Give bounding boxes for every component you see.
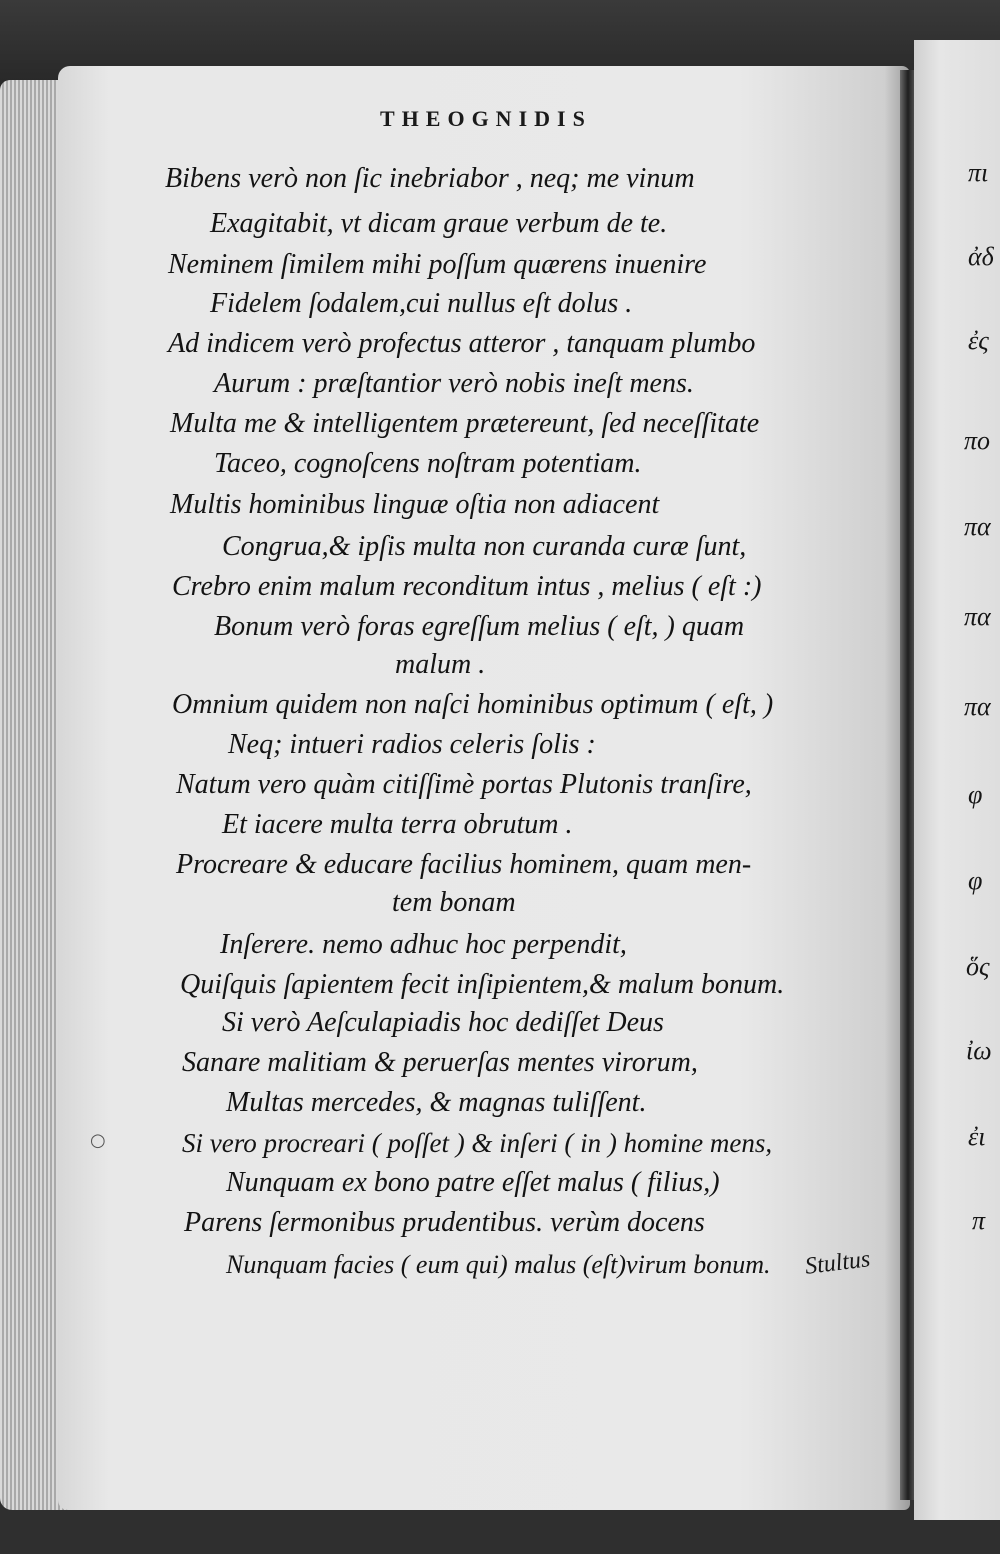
facing-fragment: φ (968, 780, 983, 809)
text-line: Si vero procreari ( poſſet ) & inſeri ( in ) homine mens, (182, 1128, 773, 1158)
text-line: Procreare & educare facilius hominem, quam men- (176, 849, 752, 880)
text-line: Omnium quidem non naſci hominibus optimum ( eſt, ) (172, 689, 774, 720)
text-line: Bibens verò non ſic inebriabor , neq; me vinum (165, 163, 695, 194)
running-header: THEOGNIDIS (380, 106, 592, 131)
facing-fragment: πα (964, 512, 991, 541)
text-line: Congrua,& ipſis multa non curanda curæ ſunt, (222, 531, 747, 562)
text-line: Si verò Aeſculapiadis hoc dediſſet Deus (222, 1007, 664, 1038)
text-line: Aurum : præſtantior verò nobis ineſt mens. (214, 368, 694, 399)
text-line: Fidelem ſodalem,cui nullus eſt dolus . (210, 288, 633, 319)
facing-fragment: φ (968, 866, 983, 895)
facing-fragment: π (972, 1206, 986, 1235)
text-line: tem bonam (392, 887, 516, 918)
facing-fragment: πι (968, 158, 989, 187)
text-line: malum . (395, 649, 486, 680)
text-line: Ad indicem verò profectus atteror , tanquam plumbo (168, 328, 756, 359)
text-line: Natum vero quàm citiſſimè portas Plutonis tranſire, (176, 769, 752, 800)
text-line: Nunquam facies ( eum qui) malus (eſt)virum bonum. (226, 1250, 771, 1279)
text-line: Multa me & intelligentem prætereunt, ſed neceſſitate (170, 408, 760, 439)
facing-fragment: πο (964, 426, 991, 455)
text-line: Exagitabit, vt dicam graue verbum de te. (210, 208, 668, 239)
facing-fragment: ὅς (966, 952, 990, 981)
catchword: Stultus (803, 1246, 872, 1280)
page-edges (0, 80, 66, 1510)
text-line: Multas mercedes, & magnas tuliſſent. (226, 1087, 647, 1118)
text-line: Quiſquis ſapientem fecit inſipientem,& malum bonum. (180, 969, 785, 1000)
facing-fragment: ἐς (968, 326, 989, 355)
facing-fragment: ἀδ (968, 242, 994, 271)
text-line: Sanare malitiam & peruerſas mentes virorum, (182, 1047, 698, 1078)
facing-fragment: πα (964, 602, 991, 631)
margin-dot: ○ (90, 1130, 106, 1151)
text-line: Neq; intueri radios celeris ſolis : (228, 729, 596, 760)
facing-fragment: ἐι (968, 1122, 986, 1151)
text-line: Neminem ſimilem mihi poſſum quærens inuenire (168, 249, 707, 280)
facing-fragment: πα (964, 692, 991, 721)
text-line: Taceo, cognoſcens noſtram potentiam. (214, 448, 642, 479)
text-line: Nunquam ex bono patre eſſet malus ( filius,) (226, 1167, 720, 1198)
text-line: Et iacere multa terra obrutum . (222, 809, 573, 840)
facing-fragment: ἰω (966, 1036, 992, 1065)
text-line: Bonum verò foras egreſſum melius ( eſt, ) quam (214, 611, 745, 642)
text-line: Multis hominibus linguæ oſtia non adiacent (170, 489, 660, 520)
text-line: Crebro enim malum reconditum intus , melius ( eſt :) (172, 571, 762, 602)
text-line: Parens ſermonibus prudentibus. verùm docens (184, 1207, 705, 1238)
text-line: Inſerere. nemo adhuc hoc perpendit, (220, 929, 627, 960)
facing-page (914, 40, 1000, 1520)
